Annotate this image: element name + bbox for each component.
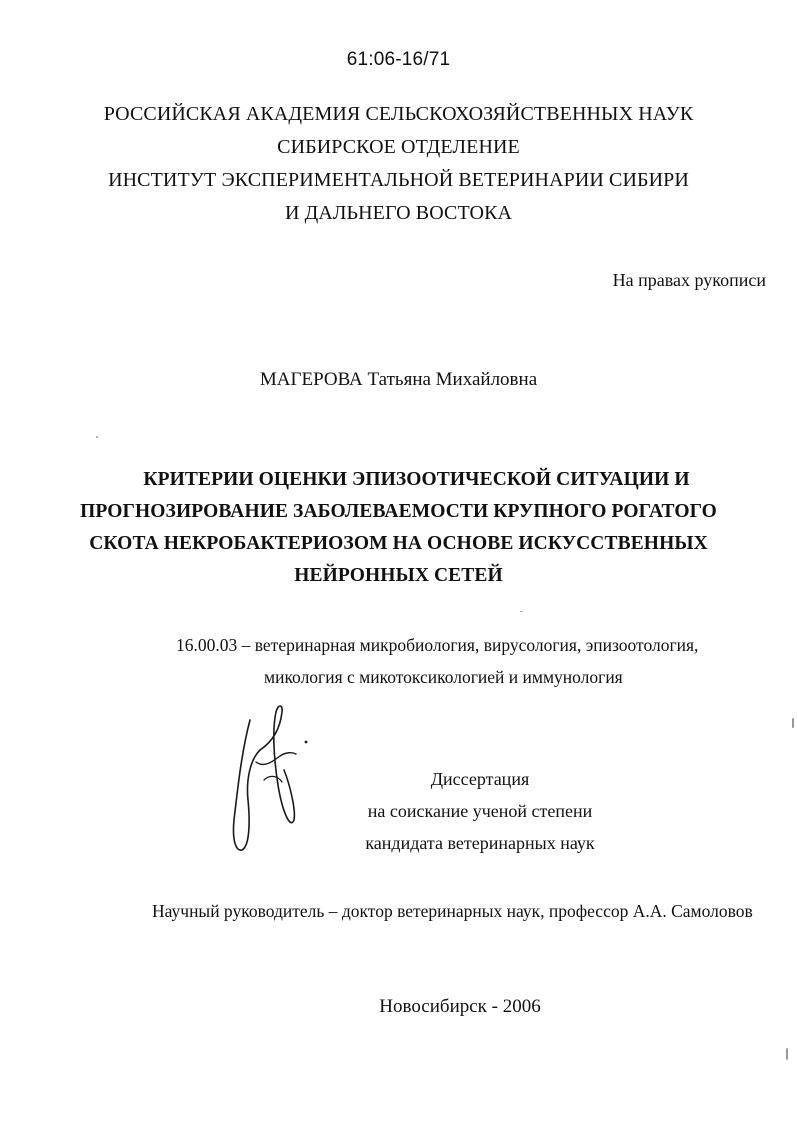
document-code: 61:06-16/71	[346, 49, 451, 70]
scientific-advisor: Научный руководитель – доктор ветеринарных наук, профессор А.А. Самоловов	[152, 901, 753, 921]
organization-line-2: СИБИРСКОЕ ОТДЕЛЕНИЕ	[277, 136, 520, 158]
title-line-1: КРИТЕРИИ ОЦЕНКИ ЭПИЗООТИЧЕСКОЙ СИТУАЦИИ И	[143, 469, 690, 490]
dissertation-line-3: кандидата ветеринарных наук	[365, 833, 595, 853]
dissertation-line-1: Диссертация	[430, 769, 530, 789]
scan-speck	[96, 436, 98, 438]
scan-speck	[786, 1048, 788, 1060]
title-line-3: СКОТА НЕКРОБАКТЕРИОЗОМ НА ОСНОВЕ ИСКУССТВЕННЫХ	[89, 533, 708, 554]
scan-speck	[520, 611, 523, 612]
organization-line-3: ИНСТИТУТ ЭКСПЕРИМЕНТАЛЬНОЙ ВЕТЕРИНАРИИ СИБИРИ	[108, 169, 689, 191]
manuscript-rights-note: На правах рукописи	[612, 270, 766, 290]
title-line-2: ПРОГНОЗИРОВАНИЕ ЗАБОЛЕВАЕМОСТИ КРУПНОГО РОГАТОГО	[80, 501, 717, 522]
city-year: Новосибирск - 2006	[379, 996, 541, 1017]
specialty-line-1: 16.00.03 – ветеринарная микробиология, вирусология, эпизоотология,	[176, 635, 699, 655]
scan-speck	[792, 718, 794, 728]
organization-line-1: РОССИЙСКАЯ АКАДЕМИЯ СЕЛЬСКОХОЗЯЙСТВЕННЫХ НАУК	[103, 103, 694, 125]
specialty-line-2: микология с микотоксикологией и иммунология	[264, 667, 623, 687]
organization-line-4: И ДАЛЬНЕГО ВОСТОКА	[284, 202, 513, 224]
dissertation-line-2: на соискание ученой степени	[367, 801, 593, 821]
title-line-4: НЕЙРОННЫХ СЕТЕЙ	[294, 565, 503, 586]
author-name: МАГЕРОВА Татьяна Михайловна	[259, 369, 538, 390]
